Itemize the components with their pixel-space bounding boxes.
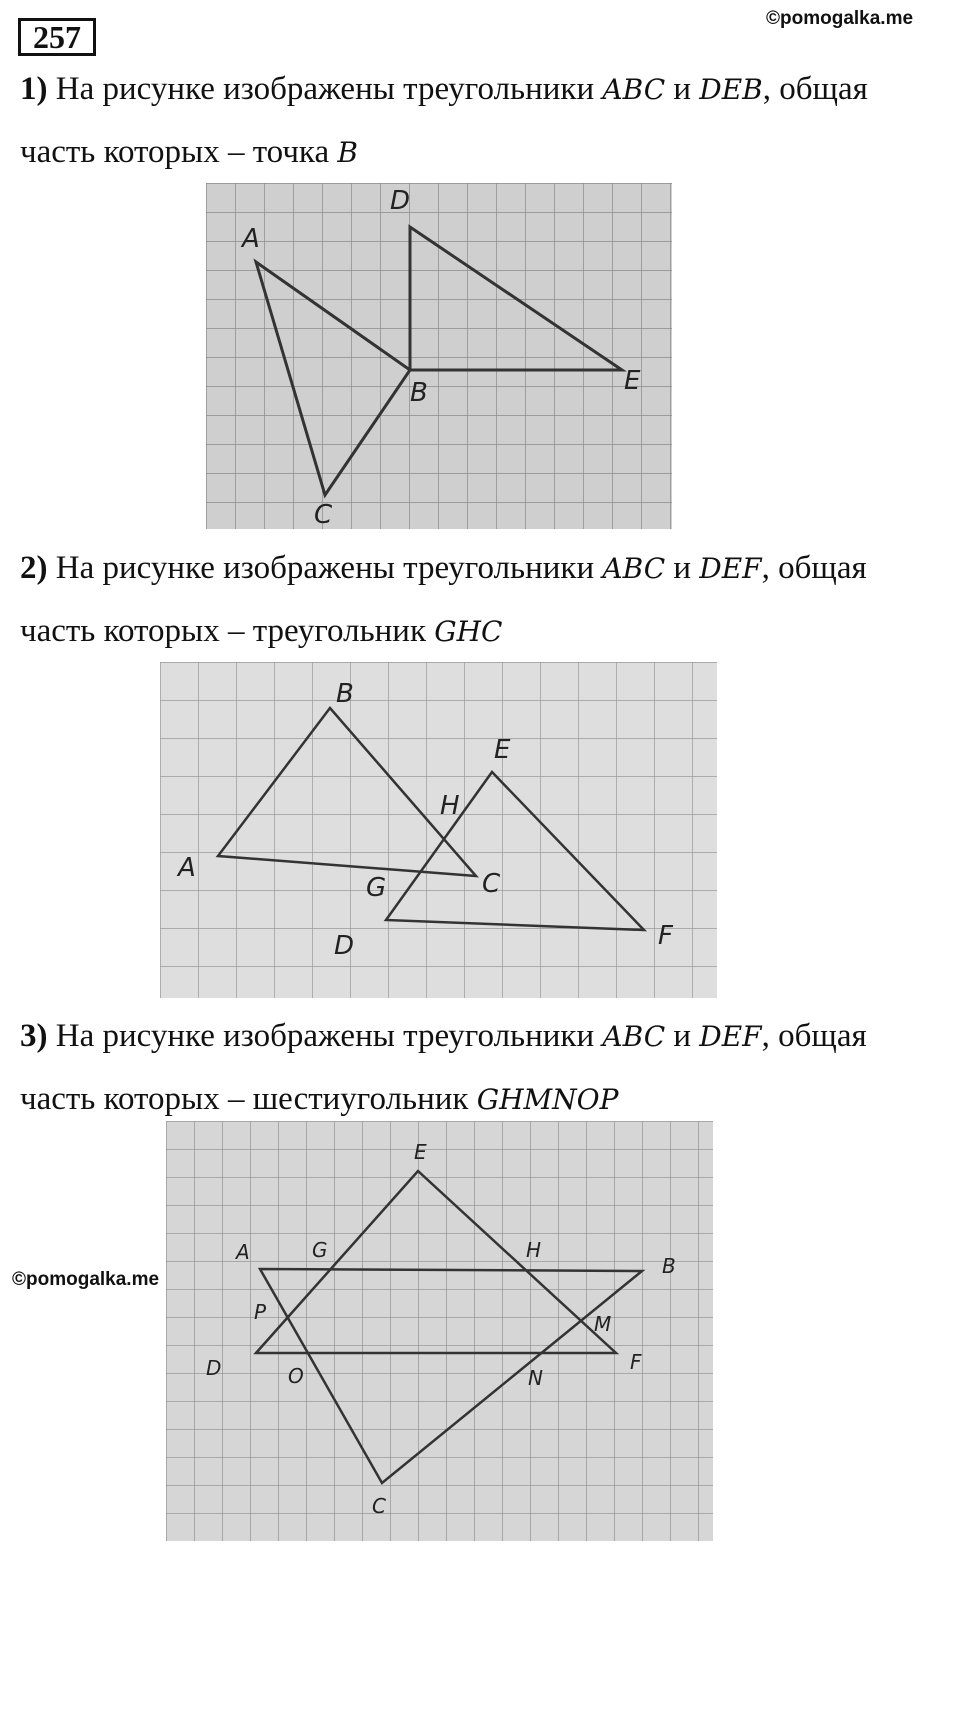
item-1-math-2: DEB	[699, 73, 763, 106]
item-3-math-3: GHMNOP	[476, 1083, 619, 1116]
item-2-math-1: ABC	[602, 552, 666, 585]
figure-1	[206, 183, 672, 529]
label-d: D	[390, 186, 411, 216]
item-1-text-a: На рисунке изображены треугольники	[47, 71, 603, 107]
item-1-text-d: часть которых – точка	[20, 134, 338, 170]
label-h: H	[526, 1238, 542, 1262]
item-1-text-b: и	[665, 71, 700, 107]
label-a: A	[242, 224, 260, 254]
item-2-text	[20, 537, 940, 663]
item-2-text-d: часть которых – треугольник	[20, 613, 435, 649]
item-3-text-a: На рисунке изображены треугольники	[47, 1018, 603, 1054]
item-3-text-b: и	[665, 1018, 700, 1054]
label-e: E	[624, 366, 641, 396]
label-p: P	[254, 1300, 267, 1324]
item-2-text-b: и	[665, 550, 700, 586]
watermark-top: ©pomogalka.me	[766, 8, 914, 29]
label-d: D	[206, 1356, 222, 1380]
item-1-text	[20, 58, 940, 184]
figure-2	[160, 662, 717, 998]
item-1-math-1: ABC	[602, 73, 666, 106]
item-3-text	[20, 1005, 940, 1131]
label-f: F	[658, 921, 673, 951]
item-1-math-3: B	[337, 136, 358, 169]
label-d: D	[334, 931, 355, 961]
item-2-number: 2)	[20, 550, 48, 586]
label-c: C	[372, 1494, 386, 1518]
item-2-math-3: GHC	[434, 615, 503, 648]
item-2-text-c: , общая	[761, 550, 867, 586]
item-2-text-a: На рисунке изображены треугольники	[47, 550, 603, 586]
label-o: O	[288, 1364, 304, 1388]
label-a: A	[178, 853, 196, 883]
figure-3	[166, 1121, 713, 1541]
grid-paper	[160, 662, 717, 998]
label-g: G	[312, 1238, 328, 1262]
label-g: G	[366, 873, 387, 903]
label-c: C	[482, 869, 501, 899]
label-a: A	[236, 1240, 250, 1264]
item-2-math-2: DEF	[699, 552, 762, 585]
grid-paper	[166, 1121, 713, 1541]
item-3-math-1: ABC	[602, 1020, 666, 1053]
item-3-number: 3)	[20, 1018, 48, 1054]
label-b: B	[336, 679, 354, 709]
item-3-text-d: часть которых – шестиугольник	[20, 1081, 477, 1117]
item-1-number: 1)	[20, 71, 48, 107]
item-3-math-2: DEF	[699, 1020, 762, 1053]
label-e: E	[494, 735, 511, 765]
label-f: F	[630, 1350, 642, 1374]
watermark-mid: ©pomogalka.me	[12, 1269, 160, 1290]
item-3-text-c: , общая	[761, 1018, 867, 1054]
problem-number: 257	[18, 18, 96, 56]
label-b: B	[410, 378, 428, 408]
label-b: B	[662, 1254, 676, 1278]
label-n: N	[528, 1366, 543, 1390]
item-1-text-c: , общая	[762, 71, 868, 107]
label-c: C	[314, 500, 333, 529]
label-h: H	[440, 791, 460, 821]
label-e: E	[414, 1140, 427, 1164]
label-m: M	[594, 1312, 612, 1336]
